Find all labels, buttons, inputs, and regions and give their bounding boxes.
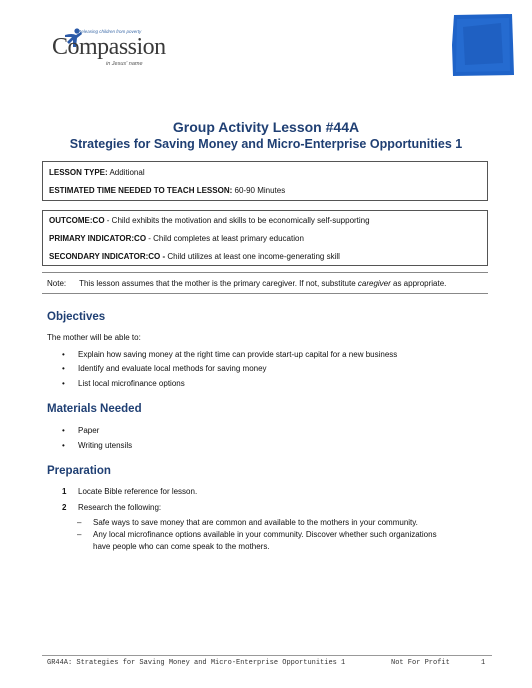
preparation-sub-item: Safe ways to save money that are common and available to the mothers in your community. [93,518,418,527]
note-text-em: caregiver [357,279,391,288]
primary-indicator-label: PRIMARY INDICATOR:CO [49,234,147,243]
lesson-info-box [42,161,488,201]
primary-indicator-line [49,230,481,248]
objective-bullet-icon: • [62,350,65,359]
lesson-type-label: LESSON TYPE: [49,168,108,177]
primary-indicator-value: - Child completes at least primary education [146,234,304,243]
material-bullet-icon: • [62,441,65,450]
logo-subline: in Jesus' name [106,61,143,67]
note-label: Note: [47,279,67,288]
lesson-type-value: Additional [107,168,145,177]
outcome-value: - Child exhibits the motivation and skills to be economically self-supporting [104,216,370,225]
material-item: Writing utensils [78,441,133,450]
outcome-line [49,212,481,230]
preparation-step-number: 2 [62,503,67,512]
preparation-sub-item-continued: have people who can come speak to the mothers. [93,542,270,551]
page-subtitle: Strategies for Saving Money and Micro-Enterprise Opportunities 1 [69,137,463,151]
outcome-label: OUTCOME:CO [49,216,105,225]
dash-bullet-icon: – [77,518,82,527]
objective-item: Explain how saving money at the right time can provide start-up capital for a new business [78,350,398,359]
logo-wordmark: Compassion [52,34,166,60]
outcome-box [42,210,488,266]
note-top-rule [42,272,488,273]
dash-bullet-icon: – [77,530,82,539]
note-text-b: as appropriate. [390,279,447,288]
logo-tagline: Releasing children from poverty [78,29,142,34]
blue-corner-block [451,13,515,77]
materials-heading: Materials Needed [47,403,142,415]
preparation-sub-item: Any local microfinance options available in your community. Discover whether such organizations [93,530,437,539]
preparation-step-text: Locate Bible reference for lesson. [78,487,198,496]
footer-center: Not For Profit [391,659,450,667]
objective-bullet-icon: • [62,379,65,388]
footer-page-number: 1 [481,659,486,667]
lesson-time-line [49,182,481,200]
compassion-logo [52,26,164,70]
preparation-heading: Preparation [47,465,111,477]
note-line [47,279,446,288]
lesson-time-label: ESTIMATED TIME NEEDED TO TEACH LESSON: [49,186,233,195]
footer-rule [42,655,492,656]
footer-left: GR44A: Strategies for Saving Money and Micro-Enterprise Opportunities 1 [47,659,346,667]
objective-item: Identify and evaluate local methods for saving money [78,364,267,373]
lesson-time-value: 60-90 Minutes [232,186,286,195]
secondary-indicator-label: SECONDARY INDICATOR:CO - [49,252,166,261]
note-bottom-rule [42,293,488,294]
preparation-step-number: 1 [62,487,67,496]
lesson-type-line [49,164,481,182]
objectives-intro: The mother will be able to: [47,333,141,342]
note-text-a: This lesson assumes that the mother is the primary caregiver. If not, substitute [79,279,358,288]
secondary-indicator-line [49,248,481,266]
material-item: Paper [78,426,100,435]
material-bullet-icon: • [62,426,65,435]
objective-item: List local microfinance options [78,379,185,388]
page-title: Group Activity Lesson #44A [172,119,360,135]
objective-bullet-icon: • [62,364,65,373]
secondary-indicator-value: Child utilizes at least one income-generating skill [165,252,340,261]
objectives-heading: Objectives [47,311,106,323]
preparation-step-text: Research the following: [78,503,162,512]
